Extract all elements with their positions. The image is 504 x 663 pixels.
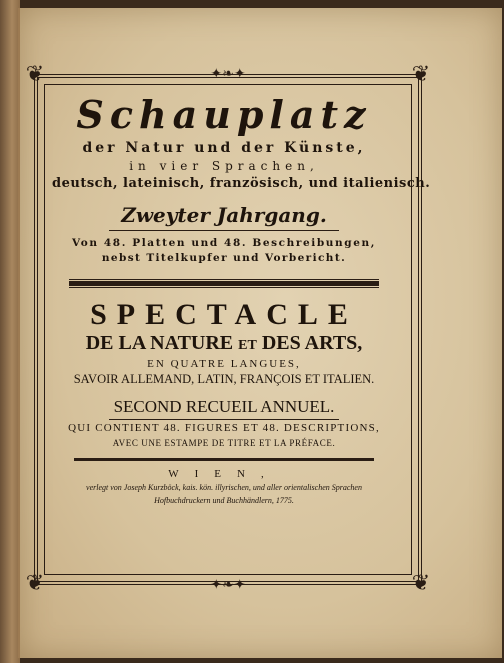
imprint-city: WIEN, <box>168 468 280 480</box>
german-volume: Zweyter Jahrgang. <box>121 203 327 227</box>
bottom-ornament-icon: ✦❧✦ <box>210 577 246 593</box>
french-subtitle-et: ET <box>238 338 257 353</box>
top-ornament-icon: ✦❧✦ <box>210 66 246 82</box>
corner-ornament-icon: ❦ <box>25 571 45 596</box>
french-contents-2: AVEC UNE ESTAMPE DE TITRE ET LA PRÉFACE. <box>112 438 336 448</box>
divider <box>109 230 339 231</box>
german-subtitle-3: deutsch, lateinisch, französisch, und italienisch. <box>52 176 431 191</box>
german-subtitle-2: in vier Sprachen, <box>129 159 319 173</box>
section-divider <box>69 279 379 288</box>
french-subtitle-a: DE LA NATURE <box>85 332 234 354</box>
french-subtitle <box>52 332 396 357</box>
german-contents: Von 48. Platten und 48. Beschreibungen, <box>72 237 376 249</box>
book-spine <box>0 0 20 663</box>
german-subtitle-1: der Natur und der Künste, <box>82 140 366 156</box>
title-text-block <box>52 92 431 507</box>
french-subtitle-b: DES ARTS, <box>261 332 363 354</box>
corner-ornament-icon: ❦ <box>411 62 431 87</box>
french-contents: QUI CONTIENT 48. FIGURES ET 48. DESCRIPTIONS, <box>68 422 380 434</box>
french-languages: EN QUATRE LANGUES, <box>147 358 301 370</box>
imprint-divider <box>74 458 374 461</box>
corner-ornament-icon: ❦ <box>411 571 431 596</box>
imprint-year: Hofbuchdruckern und Buchhändlern, 1775. <box>154 496 294 505</box>
german-contents-2: nebst Titelkupfer und Vorbericht. <box>101 252 347 264</box>
corner-ornament-icon: ❦ <box>25 62 45 87</box>
imprint-publisher: verlegt von Joseph Kurzböck, kais. kön. illyrischen, und aller orientalischen Sprachen <box>86 483 362 492</box>
french-volume: SECOND RECUEIL ANNUEL. <box>113 397 335 416</box>
french-languages-list: SAVOIR ALLEMAND, LATIN, FRANÇOIS ET ITALIEN. <box>73 372 375 386</box>
german-title: Schauplatz <box>76 92 372 137</box>
french-title: SPECTACLE <box>90 298 358 331</box>
